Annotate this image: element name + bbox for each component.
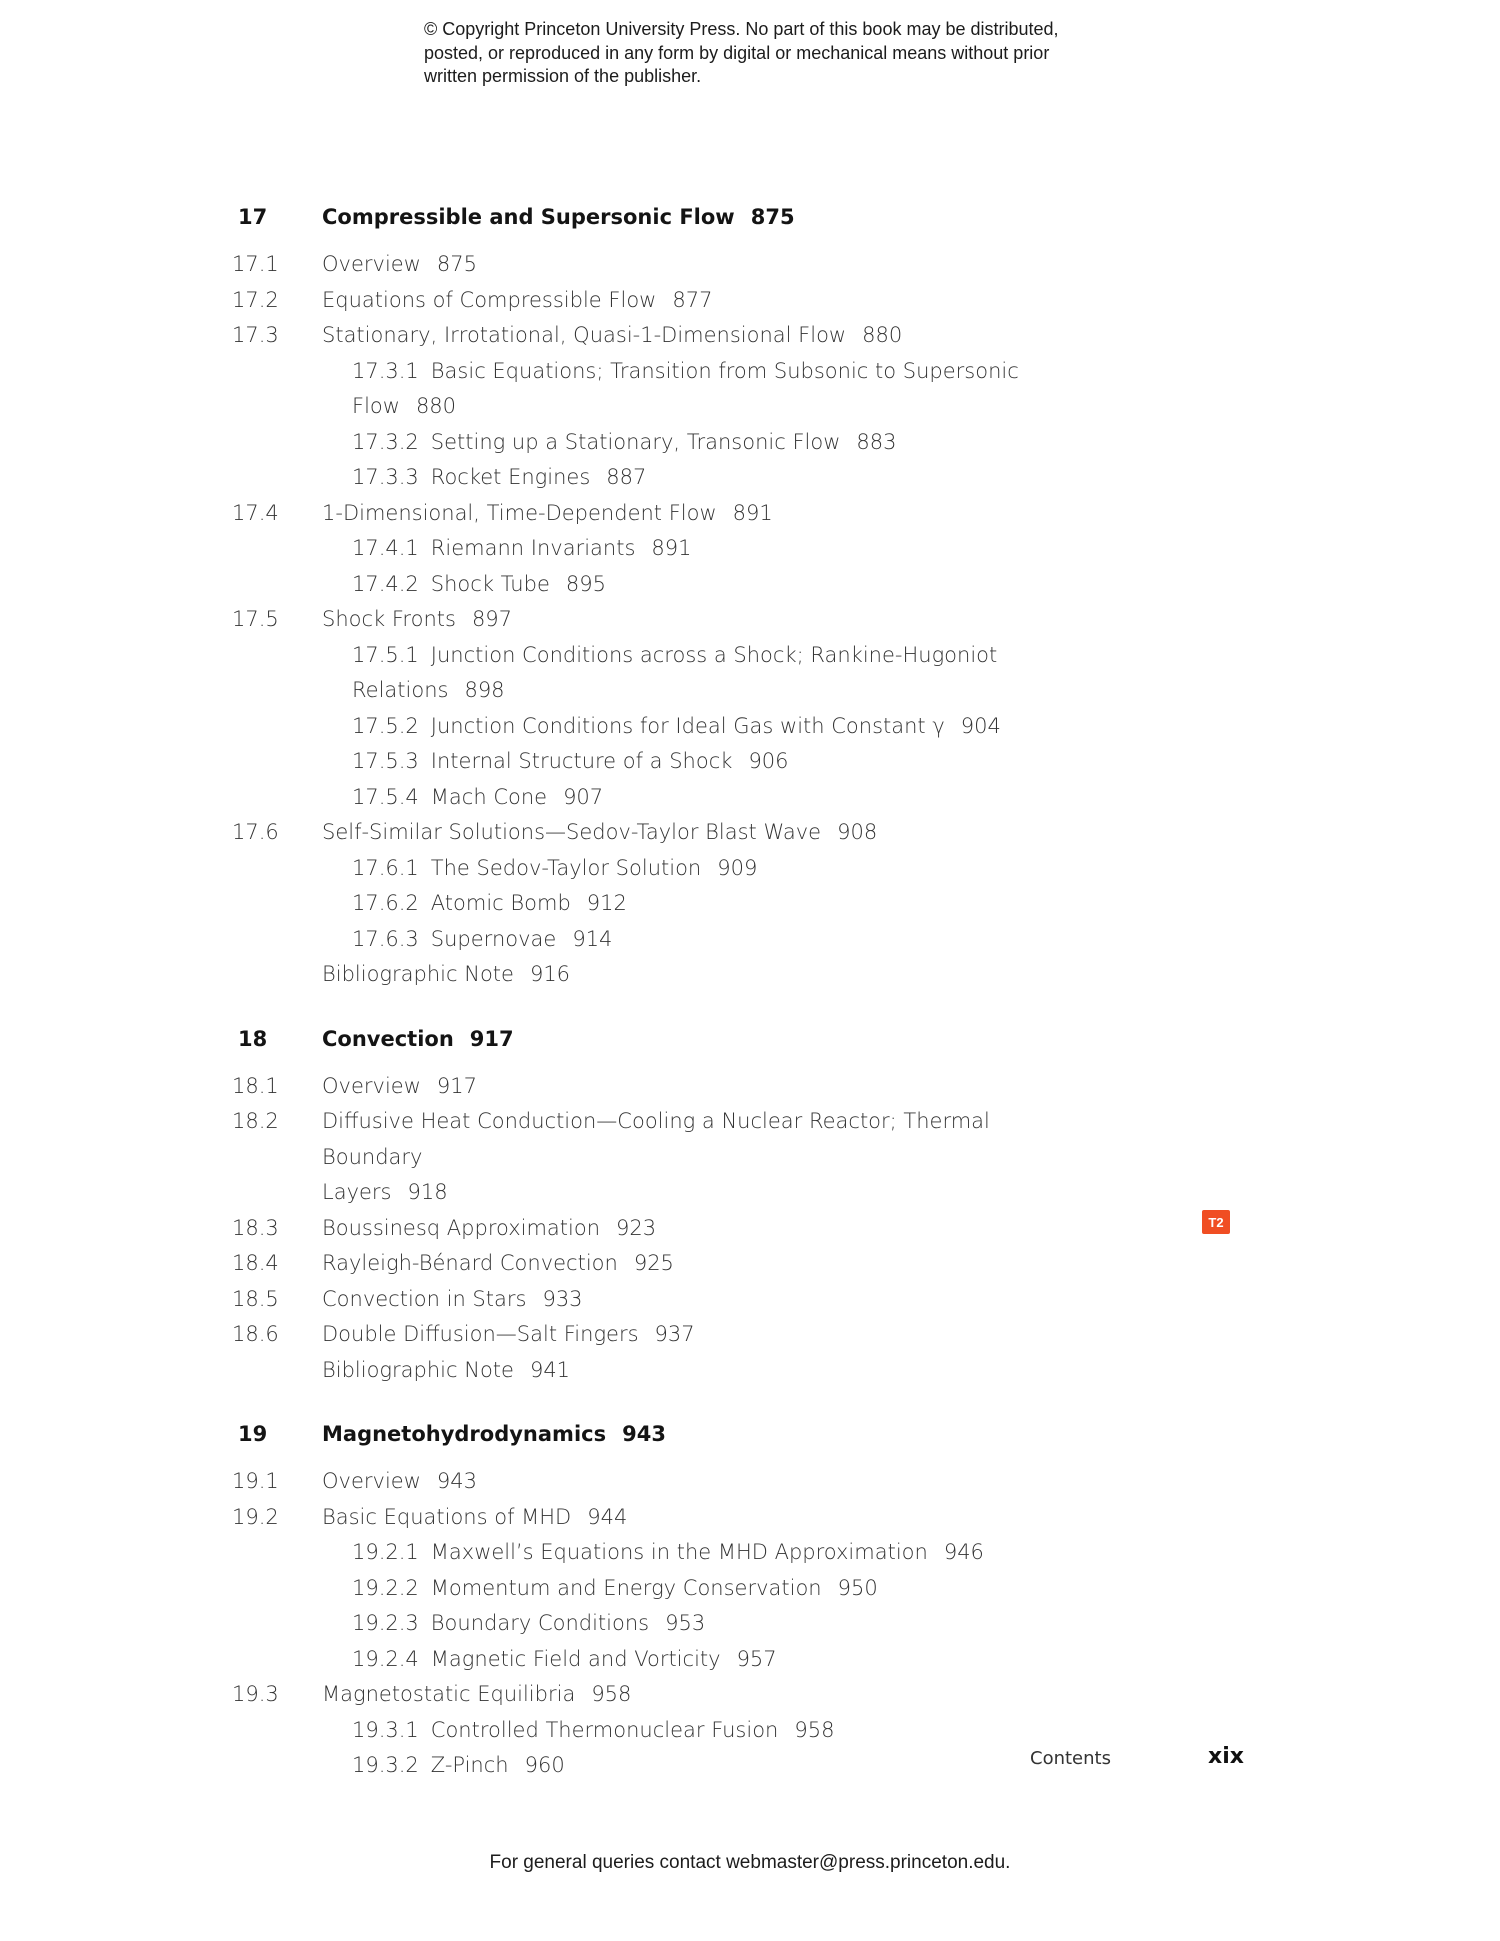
- section-page: 933: [542, 1286, 583, 1311]
- toc-entry[interactable]: [0, 1464, 1500, 1500]
- chapter-number: 17: [238, 205, 268, 229]
- footer-contact: For general queries contact webmaster@press.princeton.edu.: [489, 1852, 1011, 1873]
- toc-entry[interactable]: [0, 957, 1500, 993]
- subsection-number: 17.3.1: [352, 358, 419, 383]
- subsection-page: 909: [717, 855, 758, 880]
- toc-subentry[interactable]: [0, 1642, 1500, 1678]
- subsection-number: 19.3.2: [352, 1753, 419, 1777]
- table-of-contents: [0, 205, 1500, 1818]
- toc-subentry[interactable]: [0, 531, 1500, 567]
- subsection-page: 906: [748, 749, 789, 773]
- toc-subentry[interactable]: [0, 354, 1500, 425]
- chapter-title: Magnetohydrodynamics: [322, 1422, 607, 1446]
- toc-subentry[interactable]: [0, 922, 1500, 958]
- section-title: Stationary, Irrotational, Quasi-1-Dimensional Flow: [322, 323, 847, 347]
- section-page: 916: [529, 962, 571, 986]
- section-number: 17.3: [232, 323, 279, 347]
- subsection-title: Atomic Bomb: [430, 891, 571, 915]
- section-title: Self-Similar Solutions—Sedov-Taylor Blast Wave: [322, 820, 822, 844]
- section-page: 877: [672, 287, 713, 312]
- chapter-page: 943: [622, 1422, 666, 1446]
- subsection-title: Internal Structure of a Shock: [430, 749, 733, 773]
- section-number: 17.1: [232, 252, 279, 276]
- section-page: 880: [862, 323, 903, 347]
- section-title: Overview: [322, 252, 421, 276]
- section-page: 897: [471, 607, 513, 631]
- section-title: Bibliographic Note: [322, 962, 514, 986]
- section-page: 875: [436, 252, 477, 276]
- toc-subentry[interactable]: [0, 780, 1500, 816]
- subsection-page: 953: [665, 1611, 706, 1635]
- chapter-19: [0, 1422, 1500, 1784]
- toc-subentry[interactable]: [0, 1748, 1500, 1784]
- subsection-title: Setting up a Stationary, Transonic Flow: [430, 429, 841, 454]
- subsection-number: 19.2.4: [352, 1646, 419, 1671]
- section-page: 908: [837, 820, 878, 844]
- subsection-page: 912: [586, 891, 627, 915]
- toc-subentry[interactable]: [0, 567, 1500, 603]
- subsection-number: 17.5.2: [352, 713, 419, 738]
- section-page: 925: [633, 1251, 674, 1275]
- subsection-title: Basic Equations; Transition from Subsonic to Supersonic Flow: [352, 358, 1019, 418]
- toc-subentry[interactable]: [0, 425, 1500, 461]
- subsection-number: 17.6.2: [352, 891, 419, 915]
- subsection-number: 17.3.2: [352, 429, 419, 454]
- section-page: 941: [529, 1357, 571, 1382]
- section-page: 944: [587, 1504, 628, 1529]
- section-number: 19.1: [232, 1469, 279, 1493]
- toc-subentry[interactable]: [0, 1606, 1500, 1642]
- subsection-title: Maxwell’s Equations in the MHD Approximation: [430, 1540, 928, 1564]
- toc-entry[interactable]: [0, 1282, 1500, 1318]
- section-number: 17.2: [232, 287, 279, 312]
- toc-entry[interactable]: [0, 496, 1500, 532]
- toc-subentry[interactable]: [0, 1535, 1500, 1571]
- subsection-page: 898: [464, 678, 505, 702]
- toc-entry[interactable]: [0, 1104, 1500, 1175]
- chapter-title: Compressible and Supersonic Flow: [322, 205, 735, 229]
- subsection-title: Z-Pinch: [430, 1753, 509, 1777]
- section-number: 17.5: [232, 607, 279, 631]
- section-number: 18.1: [232, 1073, 279, 1098]
- toc-entry[interactable]: [0, 1069, 1500, 1105]
- section-title: Layers: [322, 1180, 392, 1204]
- subsection-number: 17.4.1: [352, 536, 419, 560]
- section-number: 18.6: [232, 1322, 279, 1346]
- subsection-number: 17.5.3: [352, 749, 419, 773]
- section-number: 18.2: [232, 1109, 279, 1133]
- subsection-page: 891: [651, 536, 692, 560]
- subsection-number: 17.6.3: [352, 926, 419, 951]
- section-number: 18.3: [232, 1215, 279, 1240]
- toc-subentry[interactable]: [0, 886, 1500, 922]
- toc-entry[interactable]: [0, 1677, 1500, 1713]
- page-number: xix: [1208, 1744, 1244, 1769]
- section-title: 1-Dimensional, Time-Dependent Flow: [322, 500, 717, 525]
- section-page: 958: [591, 1682, 632, 1706]
- section-title: Convection in Stars: [322, 1286, 527, 1311]
- subsection-page: 895: [565, 571, 606, 596]
- subsection-title: Controlled Thermonuclear Fusion: [430, 1717, 779, 1742]
- subsection-page: 958: [794, 1717, 835, 1742]
- subsection-title: Shock Tube: [430, 571, 550, 596]
- section-number: 18.4: [232, 1251, 279, 1275]
- section-page: 918: [407, 1180, 448, 1204]
- chapter-page: 917: [469, 1026, 514, 1051]
- toc-subentry[interactable]: [0, 460, 1500, 496]
- toc-subentry[interactable]: [0, 1571, 1500, 1607]
- subsection-page: 883: [856, 429, 897, 454]
- section-title: Double Diffusion—Salt Fingers: [322, 1322, 639, 1346]
- subsection-page: 950: [837, 1575, 878, 1600]
- subsection-title: Junction Conditions for Ideal Gas with Constant γ: [430, 713, 945, 738]
- section-title: Magnetostatic Equilibria: [322, 1682, 576, 1706]
- section-title: Equations of Compressible Flow: [322, 287, 657, 312]
- section-title: Overview: [322, 1469, 421, 1493]
- chapter-heading[interactable]: [0, 1422, 1500, 1454]
- subsection-number: 17.6.1: [352, 855, 419, 880]
- subsection-number: 19.2.1: [352, 1540, 419, 1564]
- subsection-title: Boundary Conditions: [430, 1611, 650, 1635]
- subsection-title: Momentum and Energy Conservation: [430, 1575, 822, 1600]
- toc-subentry[interactable]: [0, 851, 1500, 887]
- subsection-title: Junction Conditions across a Shock; Rankine-Hugoniot Relations: [352, 642, 998, 702]
- section-page: 917: [436, 1073, 477, 1098]
- toc-entry[interactable]: [0, 1211, 1500, 1247]
- toc-subentry[interactable]: [0, 1713, 1500, 1749]
- subsection-page: 957: [736, 1646, 777, 1671]
- toc-entry[interactable]: [0, 1500, 1500, 1536]
- toc-entry[interactable]: [0, 318, 1500, 354]
- section-title: Bibliographic Note: [322, 1357, 514, 1382]
- section-title: Shock Fronts: [322, 607, 456, 631]
- toc-entry[interactable]: [0, 602, 1500, 638]
- t2-track-badge: T2: [1202, 1210, 1230, 1234]
- subsection-number: 17.5.1: [352, 642, 419, 667]
- chapter-heading[interactable]: [0, 205, 1500, 237]
- subsection-title: Riemann Invariants: [430, 536, 636, 560]
- subsection-title: Mach Cone: [430, 784, 548, 809]
- subsection-number: 17.3.3: [352, 465, 419, 489]
- copyright-notice: © Copyright Princeton University Press. No part of this book may be distributed, posted, or reproduced in any form by digital or mechanical means without prior written permission of the publisher.: [424, 19, 1059, 86]
- subsection-number: 19.2.3: [352, 1611, 419, 1635]
- toc-entry[interactable]: [0, 1353, 1500, 1389]
- section-title: Rayleigh-Bénard Convection: [322, 1251, 618, 1275]
- chapter-17: [0, 205, 1500, 993]
- toc-entry[interactable]: [0, 283, 1500, 319]
- chapter-number: 19: [238, 1422, 268, 1446]
- chapter-title: Convection: [322, 1026, 454, 1051]
- section-number: 17.6: [232, 820, 279, 844]
- subsection-title: Supernovae: [430, 926, 557, 951]
- toc-entry[interactable]: [0, 1246, 1500, 1282]
- chapter-number: 18: [238, 1026, 268, 1051]
- section-page: 891: [732, 500, 773, 525]
- section-number: 19.2: [232, 1504, 279, 1529]
- subsection-page: 904: [960, 713, 1001, 738]
- running-head: Contents: [1030, 1748, 1111, 1769]
- subsection-title: The Sedov-Taylor Solution: [430, 855, 702, 880]
- subsection-page: 914: [572, 926, 613, 951]
- section-title: Boussinesq Approximation: [322, 1215, 601, 1240]
- toc-subentry[interactable]: [0, 744, 1500, 780]
- chapter-page: 875: [750, 205, 795, 229]
- section-title: Basic Equations of MHD: [322, 1504, 572, 1529]
- section-title: Diffusive Heat Conduction—Cooling a Nuclear Reactor; Thermal Boundary: [322, 1109, 990, 1169]
- toc-entry[interactable]: [0, 247, 1500, 283]
- toc-entry[interactable]: [0, 1175, 1500, 1211]
- toc-subentry[interactable]: [0, 709, 1500, 745]
- section-number: 19.3: [232, 1682, 279, 1706]
- subsection-number: 17.4.2: [352, 571, 419, 596]
- subsection-title: Magnetic Field and Vorticity: [430, 1646, 721, 1671]
- subsection-page: 946: [943, 1540, 984, 1564]
- section-title: Overview: [322, 1073, 421, 1098]
- toc-entry[interactable]: [0, 815, 1500, 851]
- section-number: 18.5: [232, 1286, 279, 1311]
- chapter-18: [0, 1027, 1500, 1389]
- chapter-heading[interactable]: [0, 1027, 1500, 1059]
- toc-subentry[interactable]: [0, 638, 1500, 709]
- section-page: 923: [616, 1215, 657, 1240]
- subsection-page: 960: [524, 1753, 565, 1777]
- subsection-number: 17.5.4: [352, 784, 419, 809]
- subsection-page: 907: [563, 784, 604, 809]
- subsection-page: 880: [415, 394, 457, 418]
- section-page: 943: [436, 1469, 477, 1493]
- subsection-number: 19.2.2: [352, 1575, 419, 1600]
- toc-entry[interactable]: [0, 1317, 1500, 1353]
- subsection-title: Rocket Engines: [430, 465, 591, 489]
- subsection-number: 19.3.1: [352, 1717, 419, 1742]
- subsection-page: 887: [606, 465, 647, 489]
- section-page: 937: [654, 1322, 695, 1346]
- section-number: 17.4: [232, 500, 279, 525]
